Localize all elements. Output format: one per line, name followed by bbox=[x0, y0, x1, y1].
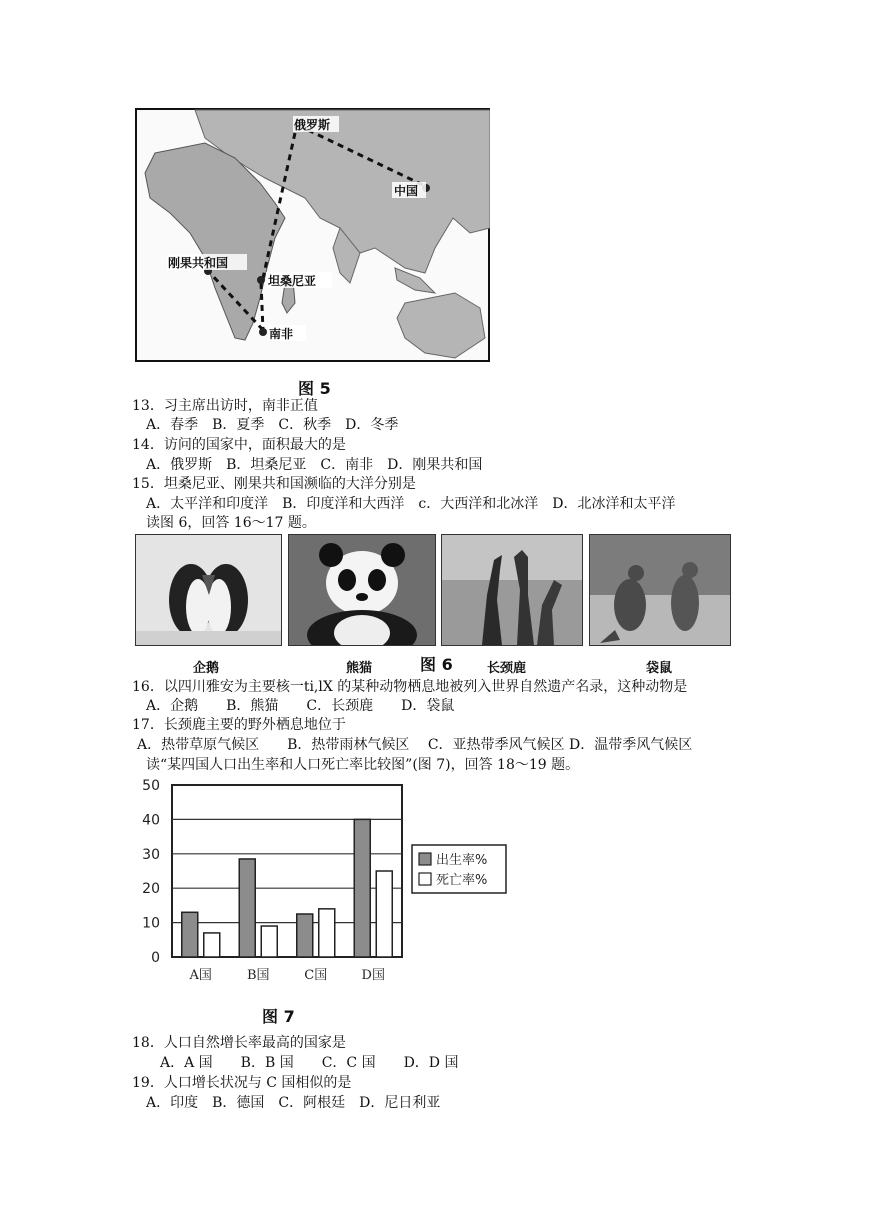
penguin-photo bbox=[135, 534, 282, 646]
q15-options: A．太平洋和印度洋 B．印度洋和大西洋 c．大西洋和北冰洋 D．北冰洋和太平洋 bbox=[146, 496, 676, 512]
kangaroo-illustration bbox=[590, 535, 730, 645]
q14-options: A．俄罗斯 B．坦桑尼亚 C．南非 D．刚果共和国 bbox=[146, 457, 483, 473]
label-russia: 俄罗斯 bbox=[294, 118, 331, 132]
q13-stem: 13．习主席出访时，南非正值 bbox=[132, 398, 318, 414]
bar bbox=[182, 912, 198, 957]
bar bbox=[376, 871, 392, 957]
bar bbox=[297, 914, 313, 957]
kangaroo-photo bbox=[589, 534, 731, 646]
legend-swatch bbox=[419, 873, 431, 885]
legend-label: 出生率% bbox=[436, 853, 488, 868]
map-svg bbox=[135, 108, 490, 362]
read-figure7: 读“某四国人口出生率和人口死亡率比较图”(图 7)，回答 18～19 题。 bbox=[146, 757, 580, 773]
label-penguin: 企鹅 bbox=[193, 661, 220, 676]
legend-label: 死亡率% bbox=[436, 873, 488, 888]
y-tick-label: 30 bbox=[142, 846, 160, 863]
label-china: 中国 bbox=[394, 184, 419, 198]
x-category-label: B国 bbox=[246, 968, 270, 983]
q15-stem: 15．坦桑尼亚、刚果共和国濒临的大洋分别是 bbox=[132, 476, 416, 492]
q18-options: A．A 国 B．B 国 C．C 国 D．D 国 bbox=[160, 1055, 459, 1071]
q19-stem: 19．人口增长状况与 C 国相似的是 bbox=[132, 1075, 352, 1091]
bar bbox=[239, 859, 255, 957]
figure5-caption: 图 5 bbox=[298, 379, 331, 398]
figure5-map bbox=[135, 108, 490, 362]
x-category-label: C国 bbox=[304, 968, 328, 983]
giraffe-photo bbox=[441, 534, 583, 646]
q16-stem: 16．以四川雅安为主要核一ti,lX 的某种动物栖息地被列入世界自然遗产名录，这种动物是 bbox=[132, 679, 688, 695]
bar bbox=[354, 819, 370, 957]
panda-photo bbox=[288, 534, 436, 646]
q17-stem: 17．长颈鹿主要的野外栖息地位于 bbox=[132, 717, 346, 733]
q13-options: A．春季 B．夏季 C．秋季 D．冬季 bbox=[146, 417, 399, 433]
figure6-caption: 图 6 bbox=[420, 655, 453, 674]
q16-options: A．企鹅 B．熊猫 C．长颈鹿 D．袋鼠 bbox=[146, 698, 455, 714]
y-tick-label: 10 bbox=[142, 915, 160, 932]
chart-svg bbox=[130, 775, 520, 995]
q17-options: A．热带草原气候区 B．热带雨林气候区 C．亚热带季风气候区 D．温带季风气候区 bbox=[137, 737, 693, 753]
label-congo: 刚果共和国 bbox=[168, 256, 229, 270]
giraffe-illustration bbox=[442, 535, 582, 645]
q14-stem: 14．访问的国家中，面积最大的是 bbox=[132, 437, 346, 453]
q18-stem: 18．人口自然增长率最高的国家是 bbox=[132, 1035, 346, 1051]
penguin-illustration bbox=[136, 535, 281, 645]
label-kangaroo: 袋鼠 bbox=[646, 661, 673, 676]
label-panda: 熊猫 bbox=[346, 661, 373, 676]
label-south-africa: 南非 bbox=[269, 327, 294, 341]
figure7-caption: 图 7 bbox=[262, 1007, 295, 1026]
panda-illustration bbox=[289, 535, 435, 645]
bar bbox=[261, 926, 277, 957]
y-tick-label: 50 bbox=[142, 778, 160, 794]
y-tick-label: 0 bbox=[151, 950, 160, 966]
label-tanzania: 坦桑尼亚 bbox=[268, 274, 317, 288]
label-giraffe: 长颈鹿 bbox=[487, 661, 527, 676]
x-category-label: A国 bbox=[189, 968, 212, 983]
y-tick-label: 20 bbox=[142, 881, 160, 898]
read-figure6: 读图 6，回答 16～17 题。 bbox=[146, 515, 316, 531]
figure7-chart bbox=[130, 775, 520, 995]
bar bbox=[319, 909, 335, 957]
q19-options: A．印度 B．德国 C．阿根廷 D．尼日利亚 bbox=[146, 1095, 441, 1111]
legend-swatch bbox=[419, 853, 431, 865]
bar bbox=[204, 933, 220, 957]
y-tick-label: 40 bbox=[142, 812, 160, 829]
x-category-label: D国 bbox=[361, 968, 385, 983]
